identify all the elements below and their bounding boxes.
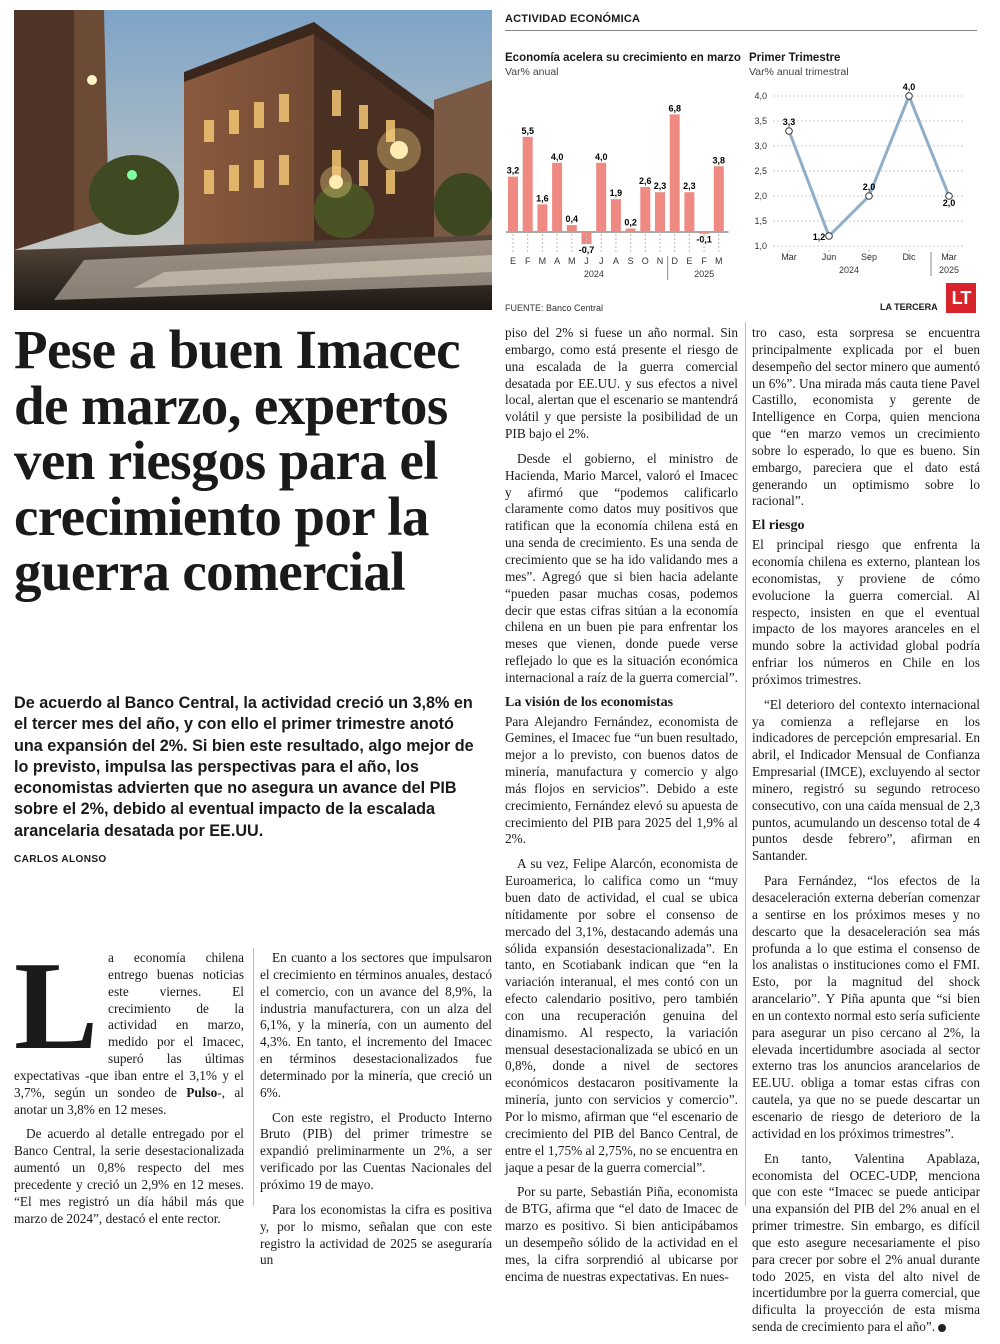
end-mark-icon — [938, 1324, 946, 1332]
y-tick-label: 3,5 — [754, 116, 767, 126]
publication-name: Pulso — [186, 1084, 218, 1100]
bar-value-label: 0,4 — [565, 214, 579, 225]
data-point — [826, 233, 833, 240]
y-tick-label: 4,0 — [754, 91, 767, 101]
y-tick-label: 1,0 — [754, 241, 767, 251]
point-value-label: 4,0 — [902, 82, 916, 92]
x-tick-label: F — [524, 256, 531, 266]
line-chart-subtitle: Var% anual trimestral — [749, 66, 849, 78]
subheading: El riesgo — [752, 518, 805, 534]
x-tick-label: F — [701, 256, 707, 266]
brand-name: LA TERCERA — [880, 302, 938, 312]
bar — [596, 163, 606, 232]
bar — [670, 114, 680, 232]
body-paragraph: tro caso, esta sorpresa se encuentra principalmente explicada por el buen desempeño del sector minero que aumentó un 6%”. Una mirada más cauta tiene Pavel Castillo, economista y gerente de Intelligence en Corpa, quien menciona que “en marzo vemos un crecimiento sobre lo esperado, lo que es bueno. Sin embargo, pareciera que el dato está generando un optimismo sobre lo racional”. — [752, 325, 980, 509]
bar — [567, 225, 577, 232]
body-paragraph: Para los economistas la cifra es positiva y, por lo mismo, señalan que con este registro la actividad de 2025 se aseguraría un — [260, 1201, 492, 1268]
year-label: 2024 — [838, 265, 860, 275]
bar — [523, 137, 533, 232]
body-paragraph: Para Alejandro Fernández, economista de Gemines, el Imacec fue “un buen resultado, mejor a lo previsto, con buenos datos de minería, manufactura y comercio y algo más flojos en servicios”. Debido a este crecimiento, Fernández elevó su apuesta de crecimiento del PIB para 2025 del 1,9% al 2%. — [505, 713, 738, 847]
point-value-label: 2,0 — [862, 182, 876, 192]
hero-photo — [14, 10, 492, 310]
x-tick-label: O — [641, 256, 649, 266]
body-column-1 — [14, 937, 244, 1236]
bar — [611, 199, 621, 232]
column-divider — [253, 948, 254, 1206]
line-chart — [745, 80, 980, 285]
bar-value-label: 1,9 — [609, 188, 623, 199]
bar — [626, 229, 636, 232]
bar-chart — [500, 80, 740, 285]
y-tick-label: 2,5 — [754, 166, 767, 176]
bar-value-label: 2,3 — [683, 181, 696, 192]
bar-value-label: 3,2 — [506, 165, 520, 176]
bar-value-label: 2,6 — [639, 176, 652, 187]
bar-chart-title: Economía acelera su crecimiento en marzo — [505, 52, 741, 64]
bar — [655, 192, 665, 232]
data-point — [906, 93, 913, 100]
bar — [508, 177, 518, 232]
bar-value-label: 2,3 — [653, 181, 667, 192]
section-divider — [505, 30, 977, 31]
body-paragraph: Desde el gobierno, el ministro de Hacienda, Mario Marcel, valoró el Imacec y afirmó que “podemos calificarlo claramente como datos muy positivos que ratifican que la economía chilena está en una senda de crecimiento. Es una senda de crecimiento que se ha ido validando mes a mes”. Agregó que si bien hacia adelante “pueden pasar muchas cosas, podemos decir que estas cifras sitúan a la economía chilena en un buen pie para enfrentar los meses que vienen, donde puede verse reflejado lo que es la situación económica internacional a raíz de la guerra comercial”. — [505, 450, 738, 685]
x-tick-label: Mar — [941, 252, 957, 262]
body-column-3 — [505, 325, 738, 1293]
subheading: La visión de los economistas — [505, 694, 674, 710]
x-tick-label: Sep — [860, 252, 878, 262]
bar — [714, 166, 724, 232]
point-value-label: 3,3 — [782, 117, 796, 127]
line-chart-title: Primer Trimestre — [749, 52, 841, 64]
column-divider — [745, 322, 746, 1206]
section-label: ACTIVIDAD ECONÓMICA — [505, 13, 641, 25]
x-tick-label: D — [671, 256, 678, 266]
bar — [699, 232, 709, 234]
body-paragraph: La economía chilena entrego buenas noticias este viernes. El crecimiento de la actividad en marzo, medido por el Imacec, superó las últimas expectativas -que iban entre el 3,1% y el 3,7%, según un sondeo de Pulso-, al anotar un 3,8% en 12 meses. — [14, 937, 244, 1117]
point-value-label: 2,0 — [942, 198, 956, 208]
body-paragraph: El principal riesgo que enfrenta la economía chilena es externo, plantean los economistas, y proviene de cómo evolucione la guerra comercial. Al respecto, insisten en que el eventual impacto de los mayores aranceles en el mundo sobre la actividad global podría enfriar los números en Chile en los próximos trimestres. — [752, 537, 980, 687]
x-tick-label: Mar — [781, 252, 797, 262]
x-tick-label: M — [568, 256, 576, 266]
bar-value-label: 5,5 — [521, 125, 534, 136]
bar — [640, 187, 650, 232]
street-scene-illustration — [14, 10, 492, 310]
x-tick-label: M — [538, 256, 547, 266]
body-paragraph: A su vez, Felipe Alarcón, economista de Euroamerica, lo califica como un “muy buen dato de actividad, el cual se ubica nítidamente por sobre el consenso de mercado del 3,1%, destacando además una sólida expansión desestacionalizada”. En tanto, en Scotiabank indican que “en la variación interanual, el mes contó con un efecto calendario positivo, pero también con una recuperación genuina del dinamismo. Al respecto, la variación mensual desestacionalizada se ubicó en un 0,8%, donde a nivel de sectores económicos destacaron positivamente la minería, junto con servicios y comercio”. Por lo mismo, afirman que “el escenario de crecimiento del PIB del Banco Central, de entre el 1,75% al 2,75%, no se encuentra en jaque a pesar de la guerra comercial”. — [505, 856, 738, 1175]
bar-value-label: -0,7 — [578, 245, 595, 256]
year-label: 2025 — [938, 265, 960, 275]
year-label: 2025 — [694, 269, 715, 279]
y-tick-label: 3,0 — [754, 141, 767, 151]
body-paragraph: De acuerdo al detalle entregado por el Banco Central, la serie desestacionalizada aumentó un 0,8% respecto del mes precedente y creció un 2,9% en 12 meses. “El mes registró un día hábil más que marzo de 2024”, destacó el ente rector. — [14, 1126, 244, 1226]
lead-paragraph: De acuerdo al Banco Central, la actividad creció un 3,8% en el tercer mes del año, y con ello el primer trimestre anotó una expansión del 2%. Si bien este resultado, algo mejor de lo previsto, impulsa las perspectivas para el año, los economistas advierten que no asegura un avance del PIB sobre el 2%, debido al eventual impacto de la escalada arancelaria desatada por EE.UU. — [14, 694, 474, 840]
brand-logo: LT — [946, 283, 976, 313]
bar-value-label: 3,8 — [712, 155, 726, 166]
x-tick-label: J — [584, 256, 589, 266]
x-tick-label: S — [627, 256, 634, 266]
bar — [552, 163, 562, 232]
bar-value-label: 6,8 — [668, 103, 681, 114]
bar-value-label: 4,0 — [594, 151, 608, 162]
x-tick-label: E — [509, 256, 517, 266]
bar-value-label: 4,0 — [550, 151, 564, 162]
point-value-label: 1,2 — [812, 232, 826, 242]
headline: Pese a buen Imacec de marzo, expertos ven riesgos para el crecimiento por la guerra comercial — [14, 319, 460, 602]
year-label: 2024 — [583, 269, 604, 279]
bar-chart-subtitle: Var% anual — [505, 66, 559, 78]
y-tick-label: 1,5 — [754, 216, 767, 226]
body-paragraph: En tanto, Valentina Apablaza, economista del OCEC-UDP, menciona que con este “Imacec se puede anticipar una expansión del PIB del 2% anual en el primer trimestre. Sin embargo, es difícil que esto asegure necesariamente el piso para crecer por sobre el 2% anual durante todo 2025, en vista del alto nivel de incertidumbre por la guerra comercial, que dificulta la proyección de esta misma senda de crecimiento para el año”. — [752, 1150, 980, 1335]
x-tick-label: M — [715, 256, 723, 266]
body-paragraph: En cuanto a los sectores que impulsaron el crecimiento en términos anuales, destacó el comercio, con un avance del 8,9%, la industria manufacturera, con un alza del 6,1%, y la minería, con un aumento del 4,3%. En tanto, el incremento del Imacec en términos desestacionalizados fue determinado por la minería, que creció un 6%. — [260, 950, 492, 1100]
chart-source: FUENTE: Banco Central — [505, 303, 604, 313]
x-tick-label: A — [612, 256, 619, 266]
data-point — [866, 193, 873, 200]
body-column-2 — [260, 950, 492, 1277]
y-tick-label: 2,0 — [754, 191, 767, 201]
body-paragraph: Para Fernández, “los efectos de la desaceleración externa deberían comenzar a sentirse en los próximos meses y no descarto que la desaceleración sea más profunda a lo que estima el consenso de los analistas o instituciones como el FMI. Esto, por la magnitud del shock arancelario”. Y Piña apunta que “si bien en un contexto normal esto sería suficiente para asegurar un piso cercano al 2%, la elevada incertidumbre asociada al sector externo tras los anuncios arancelarios de EE.UU. obliga a tomar estas cifras con cautela, ya que no se puede descartar un escenario de riesgo de deterioro de la actividad en los próximos trimestres”. — [752, 873, 980, 1141]
body-paragraph: piso del 2% si fuese un año normal. Sin embargo, como está presente el riesgo de una escalada de la guerra comercial desatada por EE.UU. y sus efectos a nivel local, alertan que el escenario se mantendrá volátil y que persiste la posibilidad de un PIB bajo el 2%. — [505, 325, 738, 442]
bar-value-label: 1,6 — [536, 193, 549, 204]
x-tick-label: E — [686, 256, 693, 266]
x-tick-label: J — [598, 256, 604, 266]
data-point — [786, 128, 793, 135]
byline: CARLOS ALONSO — [14, 854, 107, 865]
x-tick-label: A — [554, 256, 561, 266]
drop-cap: L — [14, 937, 99, 1076]
bar-value-label: -0,1 — [696, 234, 712, 245]
x-tick-label: N — [656, 256, 664, 266]
body-paragraph: “El deterioro del contexto internacional ya comienza a reflejarse en los indicadores de percepción empresarial. En abril, el Indicador Mensual de Confianza Empresarial (IMCE), excluyendo al sector minero, registró su segundo retroceso consecutivo, con una caída mensual de 2,3 puntos, acumulando un descenso total de 4 puntos desde febrero”, afirman en Santander. — [752, 696, 980, 864]
bar — [537, 204, 547, 232]
bar — [684, 192, 694, 232]
body-column-4 — [752, 325, 980, 1344]
body-paragraph: Con este registro, el Producto Interno Bruto (PIB) del primer trimestre se expandió preliminarmente un 2%, a ser verificado por las Cuentas Nacionales del próximo 19 de mayo. — [260, 1109, 492, 1192]
body-paragraph: Por su parte, Sebastián Piña, economista de BTG, afirma que “el dato de Imacec de marzo es positivo. Si bien anticipábamos un desempeño sólido de la actividad en el mes, la cifra sorprendió al ubicarse por encima de nuestras expectativas. En nues- — [505, 1184, 738, 1284]
x-tick-label: Dic — [902, 252, 916, 262]
series-line — [789, 96, 949, 236]
bar-value-label: 0,2 — [624, 217, 637, 228]
x-tick-label: Jun — [821, 252, 837, 262]
